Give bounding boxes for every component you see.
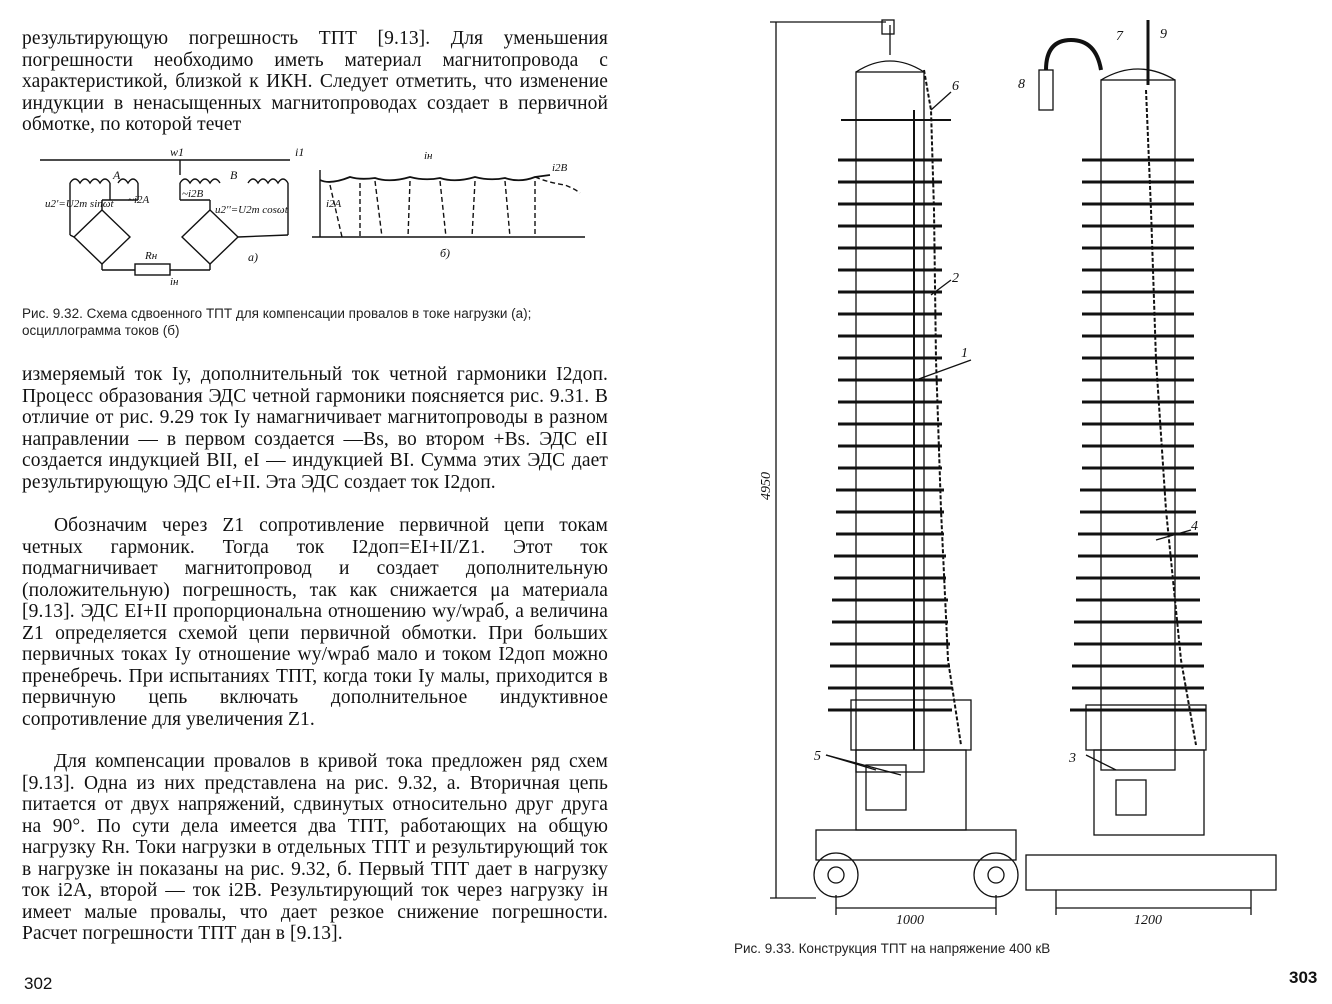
paragraph-top: результирующую погрешность ТПТ [9.13]. Для уменьшения погрешности необходимо иметь материал магнитопровода с характеристикой, близкой к ИКН. Следует отметить, что изменение индукции в ненасыщенных магнитопроводах создает в первичной обмотке, по которой течет [22,28,608,135]
page-number-left: 302 [24,974,53,993]
label-B: B [230,168,238,182]
dimension-width-right: 1200 [1134,913,1162,928]
label-a: а) [248,250,258,264]
label-u2b: u2''=U2m cosωt [215,204,288,216]
paragraph-1: измеряемый ток Iу, дополнительный ток четной гармоники I2доп. Процесс образования ЭДС четной гармоники поясняется рис. 9.31. В отличие от рис. 9.29 ток Iу намагничивает магнитопроводы в разном направлении — в первом создается —Bs, во втором +Bs. ЭДС eII создается индукцией BII, eI — индукцией BI. Сумма этих ЭДС дает результирующую ЭДС eI+II. Эта ЭДС создает ток I2доп. [22,364,608,493]
bridge-b [182,210,238,264]
paragraph-2: Обозначим через Z1 сопротивление первичной цепи токам четных гармоник. Тогда ток I2доп=EI+II/Z1. Этот ток подмагничивает магнитопровод и создает дополнительную (положительную) погрешность, так как снижается μa материала [9.13]. ЭДС EI+II пропорциональна отношению wу/wраб, а величина Z1 определяется схемой цепи первичной обмотки. При больших первичных токах Iу отношение wу/wраб мало и током I2доп можно пренебречь. При испытаниях ТПТ, когда токи Iу малы, приходится в первичную цепь включать дополнительное индуктивное сопротивление для увеличения Z1. [22,515,608,730]
load-current-curve [320,175,550,182]
figure-9-32 [30,145,610,290]
label-A: A [113,168,121,182]
winding-a-right [118,179,138,183]
page-number-right: 303 [1289,968,1318,987]
label-i2A: ~i2A [128,194,150,206]
transformer-right [1026,20,1276,915]
label-i1: i1 [295,145,305,159]
label-w1: w1 [170,145,185,159]
label-i2B: ~i2B [182,188,204,200]
label-8: 8 [1018,77,1025,92]
dimension-height: 4950 [759,472,774,500]
label-2: 2 [952,271,959,286]
label-Rn: Rн [145,250,158,262]
label-6: 6 [952,79,959,94]
label-7: 7 [1116,29,1123,44]
winding-b-left [180,179,220,183]
winding-b-right [248,179,288,183]
label-osc-in: iн [424,150,433,162]
label-3: 3 [1069,751,1076,766]
figure-9-33-caption: Рис. 9.33. Конструкция ТПТ на напряжение 400 кВ [734,941,1051,956]
label-in: iн [170,276,179,288]
label-u2a: u2'=U2m sinωt [45,198,114,210]
label-b: б) [440,246,451,260]
winding-a-left [70,179,110,183]
paragraph-3: Для компенсации провалов в кривой тока предложен ряд схем [9.13]. Одна из них представлена на рис. 9.32, а. Вторичная цепь питается от двух напряжений, сдвинутых относительно друг друга на 90°. По сути дела имеется два ТПТ, работающих на общую нагрузку Rн. Токи нагрузки в отдельных ТПТ и результирующий ток в нагрузке iн показаны на рис. 9.32, б. Первый ТПТ дает в нагрузку ток i2A, второй — ток i2B. Результирующий ток через нагрузку iн имеет малые провалы, что дает резкое снижение погрешности. Расчет погрешности ТПТ дан в [9.13]. [22,751,608,944]
bridge-a [74,210,130,264]
label-9: 9 [1160,27,1167,42]
label-osc-i2A: i2A [326,198,342,210]
transformer-left [814,20,1018,915]
figure-9-33 [756,10,1316,940]
dimension-width-left: 1000 [896,913,924,928]
label-1: 1 [961,346,968,361]
label-osc-i2B: i2B [552,162,568,174]
right-page [666,0,1332,1004]
label-5: 5 [814,749,821,764]
load-resistor [135,264,170,275]
figure-9-32-caption: Рис. 9.32. Схема сдвоенного ТПТ для компенсации провалов в токе нагрузки (а); осциллограмма токов (б) [22,306,532,338]
label-4: 4 [1191,519,1198,534]
